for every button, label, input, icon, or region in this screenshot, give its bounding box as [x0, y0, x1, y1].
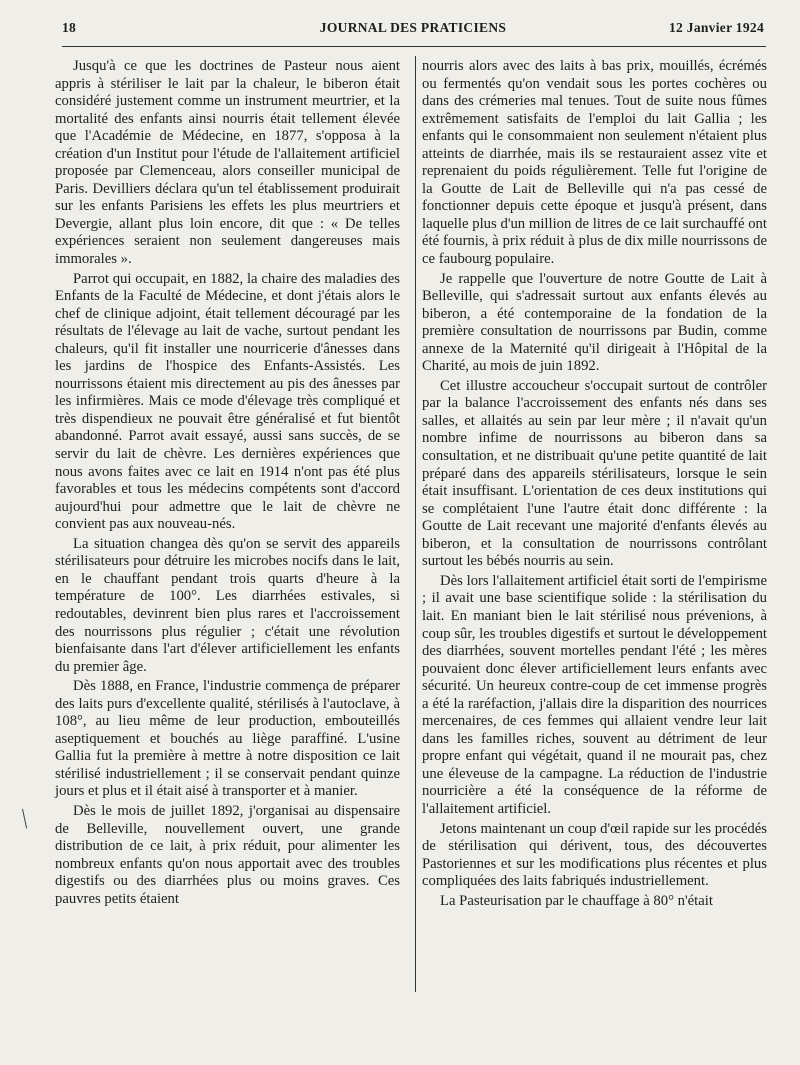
header-rule	[62, 46, 766, 47]
page-header	[62, 20, 764, 42]
right-column	[422, 58, 767, 910]
paragraph: Dès lors l'allaitement artificiel était sorti de l'empirisme ; il avait une base scientifique solide : la stérilisation du lait. En maniant bien le lait stérilisé nous prévenions, à coup sûr, les troubles digestifs et surtout le développement des diarrhées, souvent mortelles pendant l'été ; les mères pouvaient donc élever artificiellement leurs enfants avec sécurité. Un heureux contre-coup de cet immense progrès a été la raréfaction, j'allais dire la disparition des nourrices mercenaires, de ces femmes qui allaient vendre leur lait dans les familles riches, souvent au détriment de leur propre enfant qui végétait, quand il ne mourait pas, chez une éleveuse de la campagne. La réduction de l'industrie nourricière a été la conséquence de la réforme de l'allaitement artificiel.	[422, 572, 767, 817]
paragraph: La Pasteurisation par le chauffage à 80° n'était	[440, 892, 713, 909]
paragraph: Dès le mois de juillet 1892, j'organisai au dispensaire de Belleville, nouvellement ouvert, une grande distribution de ce lait, à prix réduit, pour alimenter les nombreux enfants qu'on nous apportait avec des troubles digestifs ou des diarrhées plus ou moins graves. Ces pauvres petits étaient	[55, 802, 400, 907]
paragraph: Cet illustre accoucheur s'occupait surtout de contrôler par la balance l'accroissement des enfants nés dans ses salles, et allaités au sein par leur mère ; il n'avait qu'un nombre infime de nourrissons au biberon dans sa consultation, et ne distribuait qu'une petite quantité de lait préparé dans des appareils stérilisateurs, lorsque le sein était insuffisant. L'orientation de ces deux institutions qui se complétaient l'une l'autre était donc différente : la Goutte de Lait recevant une majorité d'enfants élevés au biberon, et la consultation de nourrissons contrôlant surtout les bébés nourris au sein.	[422, 377, 767, 570]
page-number: 18	[62, 20, 77, 35]
paragraph: Je rappelle que l'ouverture de notre Goutte de Lait à Belleville, qui s'adressait surtout aux enfants élevés au biberon, a été contemporaine de la fondation de la première consultation de nourrissons par Budin, comme annexe de la Maternité qu'il dirigeait à l'Hôpital de la Charité, au mois de juin 1892.	[422, 270, 767, 375]
left-column	[55, 58, 400, 908]
paragraph: Dès 1888, en France, l'industrie commença de préparer des laits purs d'excellente qualité, stérilisés à l'autoclave, à 108°, au lieu même de leur production, embouteillés aseptiquement et bouchés au liège paraffiné. L'usine Gallia fut la première à mettre à notre disposition ce lait stérilisé industriellement ; il se conservait pendant quinze jours et plus et il était aisé à transporter et à manier.	[55, 678, 400, 800]
paragraph: Jusqu'à ce que les doctrines de Pasteur nous aient appris à stériliser le lait par la chaleur, le biberon était considéré justement comme un instrument meurtrier, et la mortalité des enfants ainsi nourris était tellement élevée que l'Académie de Médecine, en 1877, s'opposa à la création d'un Institut pour l'étude de l'allaitement artificiel proposée par Clemenceau, alors conseiller municipal de Paris. Devilliers déclara qu'un tel établissement produirait sur les enfants Parisiens les effets les plus meurtriers et Devergie, allant plus loin encore, dit que : « De telles expériences seraient non seulement dangereuses mais immorales ».	[55, 58, 400, 268]
paragraph: Parrot qui occupait, en 1882, la chaire des maladies des Enfants de la Faculté de Médecine, et dont j'étais alors le chef de clinique adjoint, était tellement découragé par les résultats de l'élevage au lait de vache, surtout pendant les chaleurs, qu'il fit installer une nourricerie d'ânesses dans les jardins de l'hospice des Enfants-Assistés. Les nourrissons étaient mis directement au pis des ânesses par les infirmières. Mais ce mode d'élevage très compliqué et très dispendieux ne pouvait être généralisé et fut bientôt abandonné. Parrot avait essayé, aussi sans succès, de se servir du lait de chèvre. Les dernières expériences que nous avons faites avec ce lait en 1914 n'ont pas été plus favorables et tous les médecins compétents sont d'accord aujourd'hui pour admettre que le lait de chèvre ne convient pas aux nouveau-nés.	[55, 270, 400, 533]
issue-date: 12 Janvier 1924	[669, 20, 764, 35]
margin-pencil-mark	[22, 807, 33, 828]
paragraph: nourris alors avec des laits à bas prix, mouillés, écrémés ou fermentés qu'on vendait sous les portes cochères ou dans des crémeries mal tenues. Tout de suite nous fûmes extrêmement satisfaits de l'emploi du lait Gallia ; les enfants qui le consommaient non seulement n'étaient plus atteints de diarrhée, mais ils se restauraient assez vite et reprenaient du poids régulièrement. Telle fut l'origine de la Goutte de Lait de Belleville qui n'a pas cessé de fonctionner depuis cette époque et jusqu'à présent, dans laquelle plus d'un million de litres de ce lait surchauffé ont été fournis, à prix réduit à plus de dix mille nourrissons de ce faubourg populaire.	[422, 58, 767, 268]
column-divider	[415, 56, 416, 992]
paragraph: Jetons maintenant un coup d'œil rapide sur les procédés de stérilisation qui dérivent, tous, des découvertes Pastoriennes et sur les modifications plus récentes et plus compliquées des laits fabriqués industriellement.	[422, 820, 767, 890]
paragraph: La situation changea dès qu'on se servit des appareils stérilisateurs pour détruire les microbes nocifs dans le lait, en le chauffant pendant trois quarts d'heure à la température de 100°. Les diarrhées estivales, si redoutables, devinrent bien plus rares et l'accroissement des nourrissons plus régulier ; c'était une révolution bienfaisante dans l'art d'élever artificiellement les enfants du premier âge.	[55, 535, 400, 675]
journal-title: JOURNAL DES PRATICIENS	[319, 20, 507, 35]
